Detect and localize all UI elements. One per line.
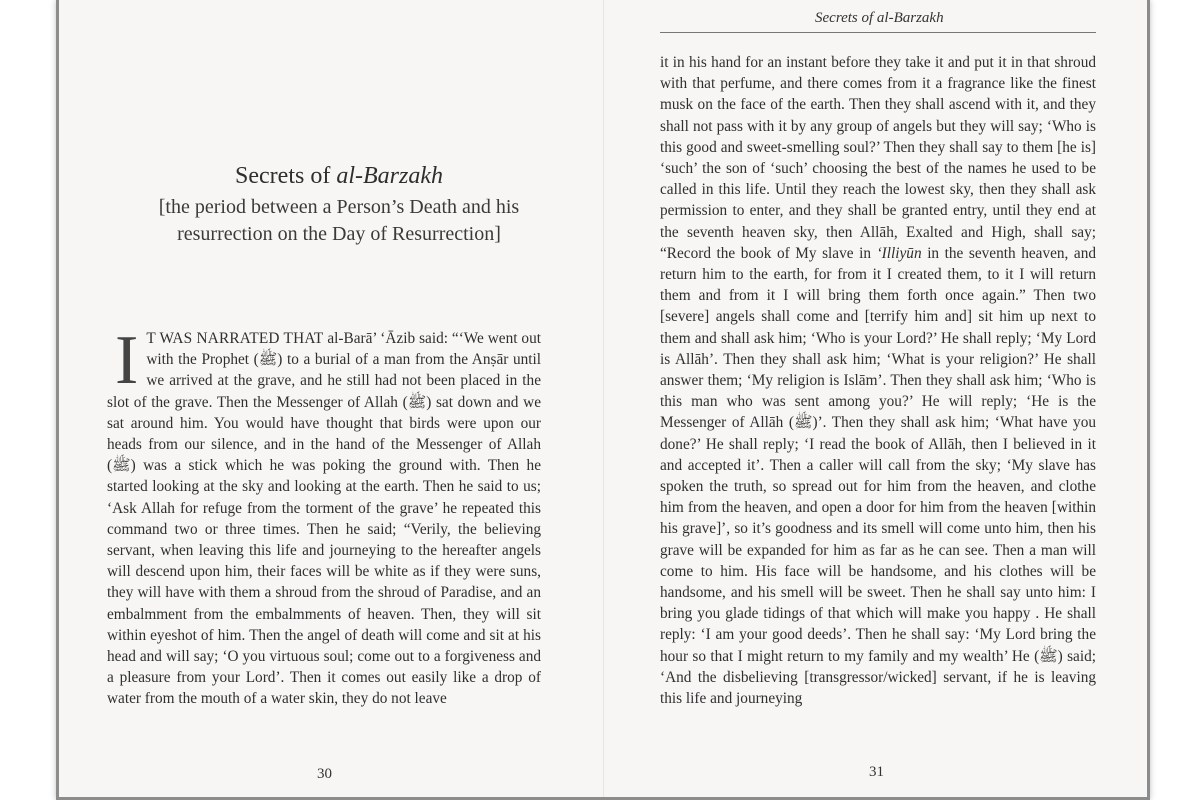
page-gutter [603, 0, 604, 797]
chapter-subtitle: [the period between a Person’s Death and his resurrection on the Day of Resurrection] [158, 196, 520, 245]
book-spread [56, 0, 1150, 800]
page-number-right: 31 [869, 764, 884, 780]
right-body-text-1: it in his hand for an instant before they take it and put it in that shroud with that perfume, and there comes from it a fragrance like the finest musk on the face of the earth. Then they shall ascend with it, and they shall not pass with it by any group of angels but they will say; ‘Who is this good and sweet-smelling soul?’ Then they shall say to them [he is] ‘such’ the son of ‘such’ choosing the best of the names he used to be called in this life. Until they reach the lowest sky, then they shall ask permission to enter, and they shall be granted entry, until they end at the seventh heaven sky, then Allāh, Exalted and High, shall say; “Record the book of My slave in [660, 54, 1096, 262]
chapter-title [149, 160, 529, 248]
right-body-text-2: in the seventh heaven, and return him to the earth, for from it I created them, to it I will return them and from it I will bring them forth once again.” Then two [severe] angels shall come and [terrify him and] sit him up next to them and shall ask him; ‘Who is your Lord?’ He shall reply; ‘My Lord is Allāh’. Then they shall ask him; ‘What is your religion?’ He shall answer them; ‘My religion is Islām’. Then they shall ask him; ‘Who is this man who was sent among you?’ He will reply; ‘He is the Messenger of Allāh (ﷺ)’. Then they shall ask him; ‘What have you done?’ He shall reply; ‘I read the book of Allāh, then I believed in it and accepted it’. Then a caller will call from the sky; ‘My slave has spoken the truth, so spread out for him from the heaven, and clothe him from the heaven, and open a door for him from the heaven [within his grave]’, so it’s goodness and its smell will come unto him, then his grave will be expanded for him as far as he can see. Then a man will come to him. His face will be handsome, and his clothes will be handsome, and his smell will be sweet. Then he shall say unto him: I bring you glade tidings of that which will make you happy . He shall reply: ‘I am your good deeds’. Then he shall say: ‘My Lord bring the hour so that I might return to my family and my wealth’ He (ﷺ) said; ‘And the disbelieving [transgressor/wicked] servant, if he is leaving this life and journeying [660, 244, 1097, 708]
running-header [660, 8, 1096, 33]
chapter-title-main [149, 160, 529, 192]
left-page-body [107, 322, 541, 710]
title-italic: al-Barzakh [336, 163, 443, 189]
left-body-text: al-Barā’ ‘Āzib said: “‘We went out with the Prophet (ﷺ) to a burial of a man from the Anṣār until we arrived at the grave, and he still had not been placed in the slot of the grave. Then the Messenger of Allah (ﷺ) sat down and we sat around him. You would have thought that birds were upon our heads from our silence, and in the hand of the Messenger of Allah (ﷺ) was a stick which he was poking the ground with. Then he started looking at the sky and looking at the earth. Then he said to us; ‘Ask Allah for refuge from the torment of the grave’ he repeated this command two or three times. Then he said; “Verily, the believing servant, when leaving this life and journeying to the hereafter angels will descend upon him, their faces will be white as if they were suns, they will have with them a shroud from the shroud of Paradise, and an embalmment from the embalmments of heaven. Then, they will sit within eyeshot of him. Then the angel of death will come and sit at his head and will say; ‘O you virtuous soul; come out to a forgiveness and a pleasure from your Lord’. Then it comes out easily like a drop of water from the mouth of a water skin, they do not leave [107, 330, 541, 708]
right-page-body [660, 52, 1096, 709]
right-body-italic: ‘Illiyūn [876, 244, 922, 262]
running-head-text: Secrets of al-Barzakh [815, 10, 944, 26]
lead-in-text: T WAS NARRATED THAT [146, 330, 324, 347]
drop-cap: I [115, 322, 139, 399]
page-number-left: 30 [317, 766, 332, 782]
title-prefix: Secrets of [235, 163, 331, 189]
